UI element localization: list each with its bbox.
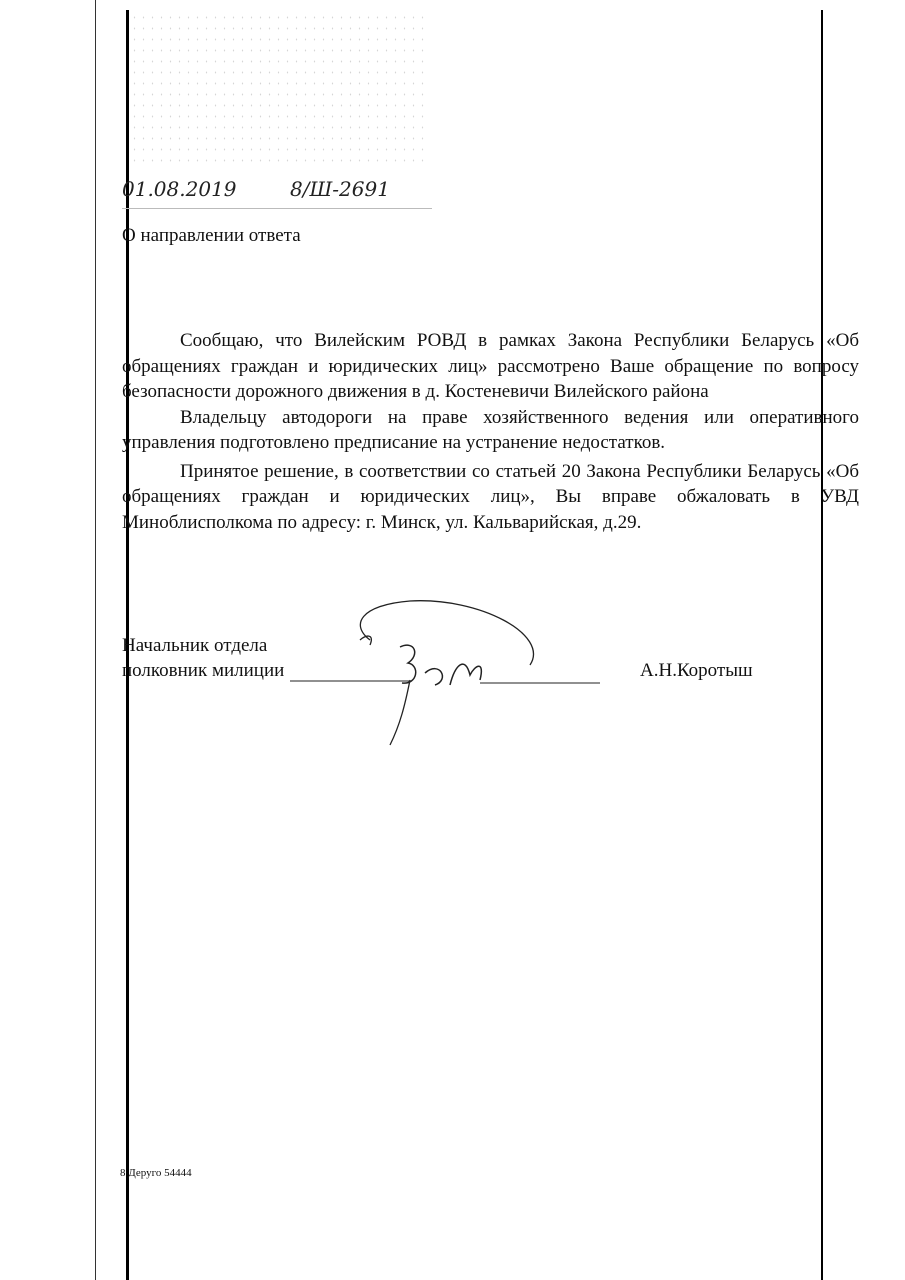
scan-border-left-thin bbox=[95, 0, 96, 1280]
scan-border-right bbox=[821, 10, 823, 1280]
document-subject: О направлении ответа bbox=[122, 225, 301, 246]
document-body bbox=[122, 328, 859, 535]
handwritten-signature bbox=[290, 595, 610, 755]
body-paragraph: Сообщаю, что Вилейским РОВД в рамках Закона Республики Беларусь «Об обращениях граждан и юридических лиц» рассмотрено Ваше обращение по вопросу безопасности дорожного движения в д. Костеневичи Вилейского района bbox=[122, 330, 859, 402]
body-paragraph: Принятое решение, в соответствии со статьей 20 Закона Республики Беларусь «Об обращениях граждан и юридических лиц», Вы вправе обжаловать в УВД Миноблисполкома по адресу: г. Минск, ул. Кальварийская, д.29. bbox=[122, 460, 859, 533]
faded-letterhead-stamp bbox=[130, 12, 430, 162]
document-ref-number: 8/Ш-2691 bbox=[290, 177, 390, 201]
ref-underline bbox=[122, 208, 432, 209]
document-date: 01.08.2019 bbox=[122, 177, 237, 201]
signer-position: Начальник отдела bbox=[122, 635, 268, 656]
signer-name: А.Н.Коротыш bbox=[640, 660, 753, 681]
signer-rank: полковник милиции bbox=[122, 660, 285, 681]
executor-note: 8 Деруго 54444 bbox=[120, 1167, 192, 1179]
body-paragraph: Владельцу автодороги на праве хозяйственного ведения или оперативного управления подготовлено предписание на устранение недостатков. bbox=[122, 406, 859, 453]
